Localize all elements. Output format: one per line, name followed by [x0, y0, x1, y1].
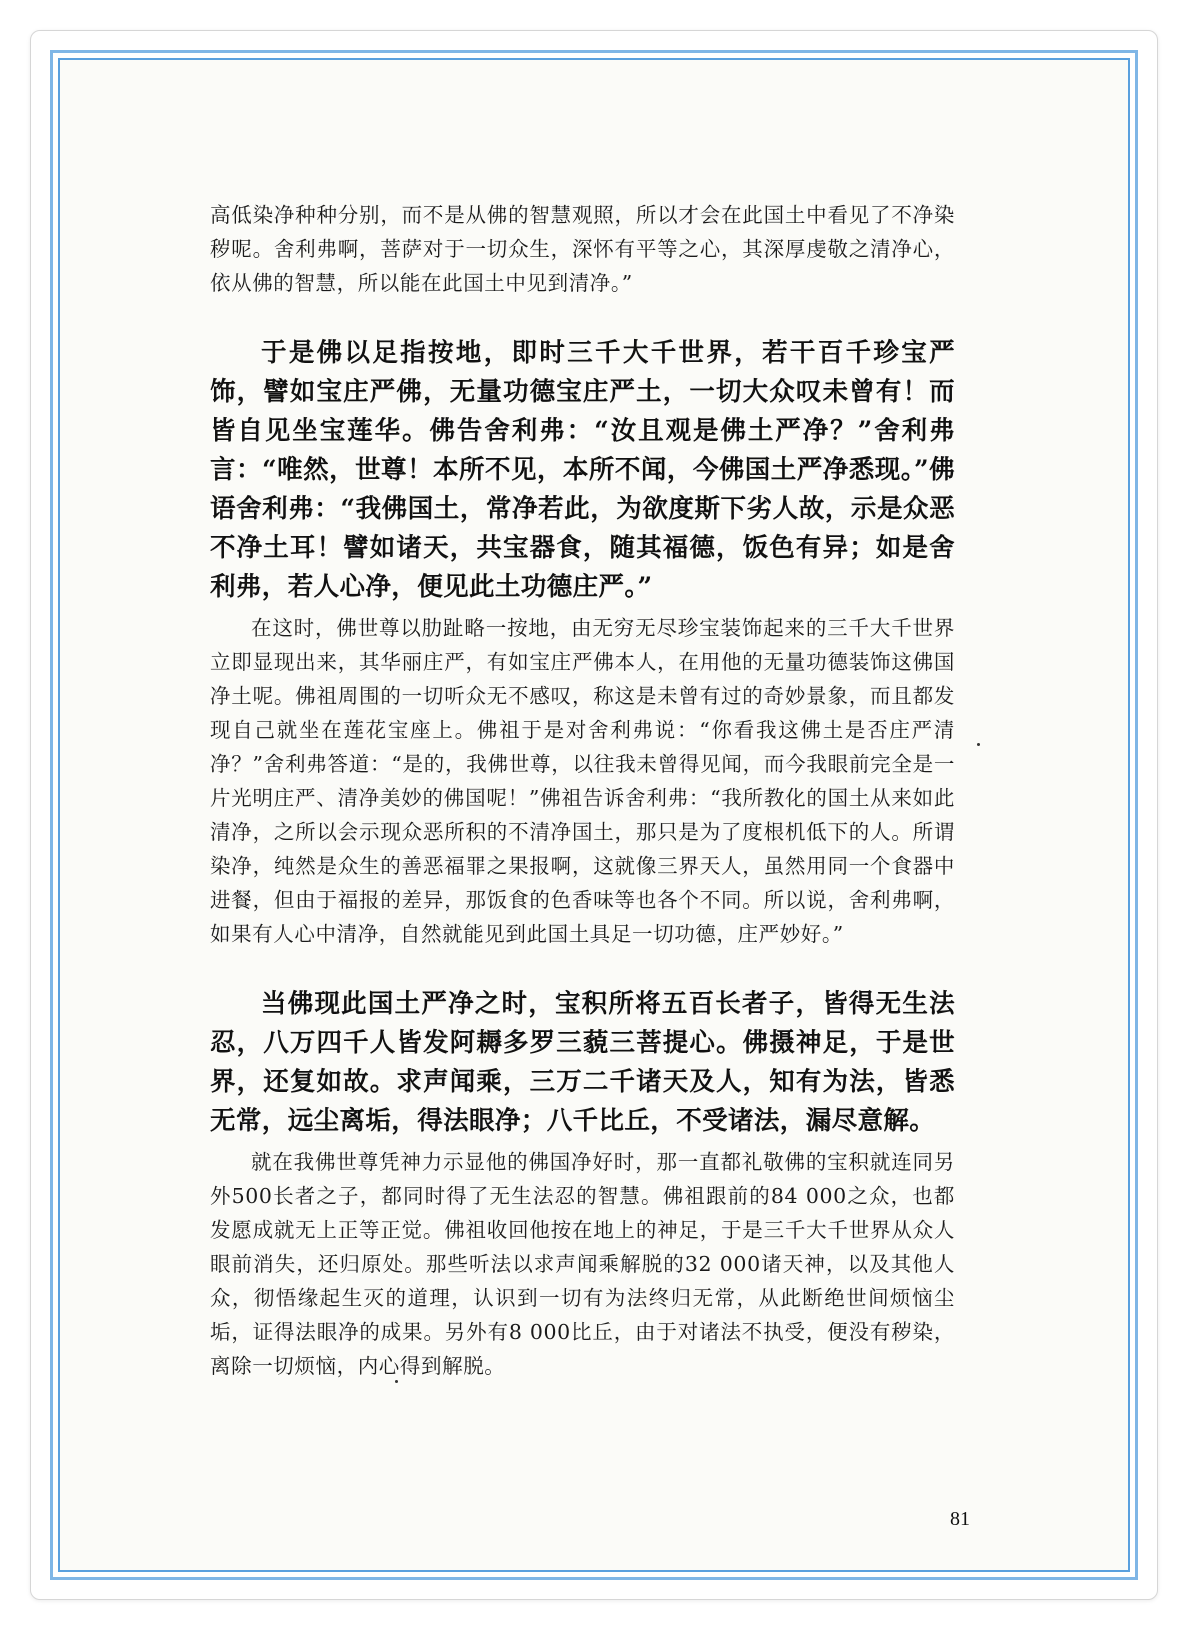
page-content: [210, 198, 955, 1383]
translation-paragraph-1: 高低染净种种分别，而不是从佛的智慧观照，所以才会在此国土中看见了不净染秽呢。舍利弗啊，菩萨对于一切众生，深怀有平等之心，其深厚虔敬之清净心，依从佛的智慧，所以能在此国土中见到清净。”: [210, 203, 955, 295]
page-frame-inner: [58, 58, 1130, 1572]
speck-mark: [977, 743, 980, 746]
page-frame: [50, 50, 1138, 1580]
page-number: 81: [950, 1508, 970, 1530]
scripture-paragraph-2: 当佛现此国土严净之时，宝积所将五百长者子，皆得无生法忍，八万四千人皆发阿耨多罗三藐三菩提心。佛摄神足，于是世界，还复如故。求声闻乘，三万二千诸天及人，知有为法，皆悉无常，远尘离垢，得法眼净；八千比丘，不受诸法，漏尽意解。: [210, 989, 955, 1136]
translation-paragraph-2: 在这时，佛世尊以肋趾略一按地，由无穷无尽珍宝装饰起来的三千大千世界立即显现出来，其华丽庄严，有如宝庄严佛本人，在用他的无量功德装饰这佛国净土呢。佛祖周围的一切听众无不感叹，称这是未曾有过的奇妙景象，而且都发现自己就坐在莲花宝座上。佛祖于是对舍利弗说：“你看我这佛土是否庄严清净？”舍利弗答道：“是的，我佛世尊，以往我未曾得见闻，而今我眼前完全是一片光明庄严、清净美妙的佛国呢！”佛祖告诉舍利弗：“我所教化的国土从来如此清净，之所以会示现众恶所积的不清净国土，那只是为了度根机低下的人。所谓染净，纯然是众生的善恶福罪之果报啊，这就像三界天人，虽然用同一个食器中进餐，但由于福报的差异，那饭食的色香味等也各个不同。所以说，舍利弗啊，如果有人心中清净，自然就能见到此国土具足一切功德，庄严妙好。”: [210, 616, 955, 946]
speck-mark: [395, 1380, 398, 1383]
translation-paragraph-3: 就在我佛世尊凭神力示显他的佛国净好时，那一直都礼敬佛的宝积就连同另外500长者之子，都同时得了无生法忍的智慧。佛祖跟前的84 000之众，也都发愿成就无上正等正觉。佛祖收回他按在地上的神足，于是三千大千世界从众人眼前消失，还归原处。那些听法以求声闻乘解脱的32 000诸天神，以及其他人众，彻悟缘起生灭的道理，认识到一切有为法终归无常，从此断绝世间烦恼尘垢，证得法眼净的成果。另外有8 000比丘，由于对诸法不执受，便没有秽染，离除一切烦恼，内心得到解脱。: [210, 1150, 955, 1378]
scripture-paragraph-1: 于是佛以足指按地，即时三千大千世界，若干百千珍宝严饰，譬如宝庄严佛，无量功德宝庄严土，一切大众叹未曾有！而皆自见坐宝莲华。佛告舍利弗：“汝且观是佛土严净？”舍利弗言：“唯然，世尊！本所不见，本所不闻，今佛国土严净悉现。”佛语舍利弗：“我佛国土，常净若此，为欲度斯下劣人故，示是众恶不净土耳！譬如诸天，共宝器食，随其福德，饭色有异；如是舍利弗，若人心净，便见此土功德庄严。”: [210, 338, 955, 602]
